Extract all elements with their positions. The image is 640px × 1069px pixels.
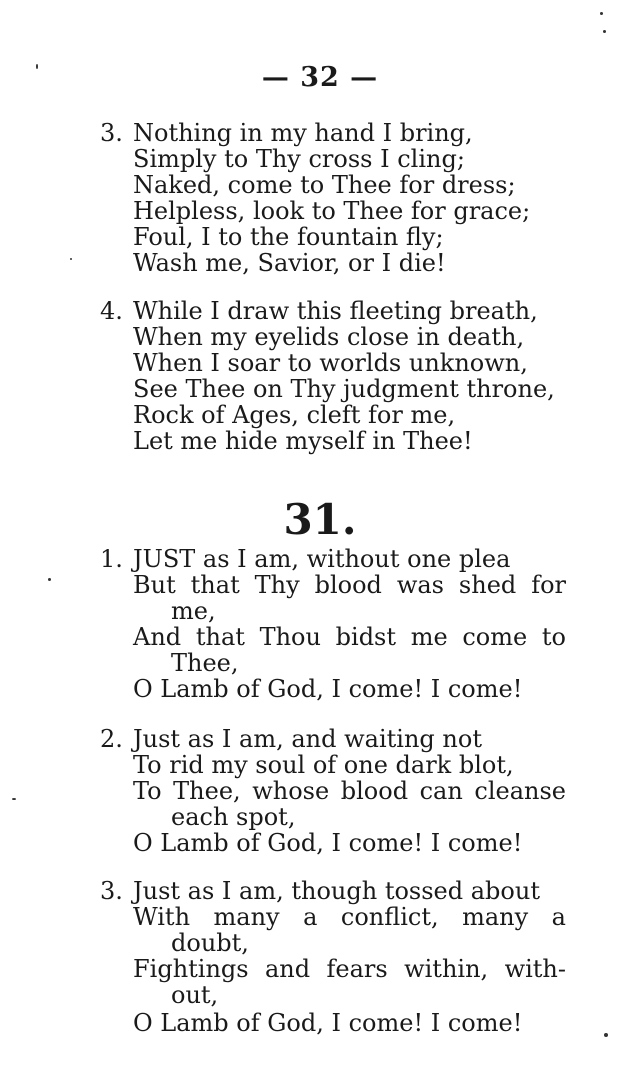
verse-line: Fightings and fears within, with- bbox=[133, 955, 566, 983]
stanza-number: 3. bbox=[100, 877, 123, 905]
scan-speck bbox=[48, 578, 51, 581]
verse-line: Let me hide myself in Thee! bbox=[133, 427, 473, 455]
verse-line: When I soar to worlds unknown, bbox=[133, 349, 528, 377]
verse-line: While I draw this fleeting breath, bbox=[133, 297, 538, 325]
verse-line: O Lamb of God, I come! I come! bbox=[133, 675, 523, 703]
verse-line: O Lamb of God, I come! I come! bbox=[133, 829, 523, 857]
verse-line: And that Thou bidst me come to bbox=[133, 623, 566, 651]
page-number: — 32 — bbox=[261, 62, 379, 93]
hymn-number: 31. bbox=[283, 495, 357, 544]
scan-speck bbox=[36, 64, 38, 69]
scan-speck bbox=[600, 12, 603, 15]
scan-speck bbox=[604, 1033, 608, 1037]
stanza-number: 3. bbox=[100, 119, 123, 147]
verse-line: Naked, come to Thee for dress; bbox=[133, 171, 516, 199]
verse-line: O Lamb of God, I come! I come! bbox=[133, 1009, 523, 1037]
scan-speck bbox=[603, 30, 606, 33]
verse-line: Simply to Thy cross I cling; bbox=[133, 145, 465, 173]
stanza-number: 2. bbox=[100, 725, 123, 753]
verse-line: When my eyelids close in death, bbox=[133, 323, 525, 351]
verse-line: each spot, bbox=[171, 803, 296, 831]
verse-line: Wash me, Savior, or I die! bbox=[133, 249, 446, 277]
scan-speck bbox=[70, 258, 72, 260]
verse-line: doubt, bbox=[171, 929, 249, 957]
verse-line: Foul, I to the fountain fly; bbox=[133, 223, 444, 251]
verse-line: me, bbox=[171, 597, 216, 625]
verse-line: To Thee, whose blood can cleanse bbox=[133, 777, 566, 805]
verse-line: Just as I am, though tossed about bbox=[133, 877, 540, 905]
verse-line: Just as I am, and waiting not bbox=[133, 725, 482, 753]
verse-line: out, bbox=[171, 981, 219, 1009]
verse-line: Helpless, look to Thee for grace; bbox=[133, 197, 531, 225]
verse-line: Rock of Ages, cleft for me, bbox=[133, 401, 456, 429]
scan-speck bbox=[12, 798, 16, 800]
verse-line: See Thee on Thy judgment throne, bbox=[133, 375, 555, 403]
verse-line: Thee, bbox=[171, 649, 239, 677]
verse-line: JUST as I am, without one plea bbox=[133, 545, 511, 573]
verse-line: But that Thy blood was shed for bbox=[133, 571, 566, 599]
verse-line: Nothing in my hand I bring, bbox=[133, 119, 473, 147]
verse-line: To rid my soul of one dark blot, bbox=[133, 751, 514, 779]
stanza-number: 1. bbox=[100, 545, 123, 573]
stanza-number: 4. bbox=[100, 297, 123, 325]
verse-line: With many a conflict, many a bbox=[133, 903, 566, 931]
